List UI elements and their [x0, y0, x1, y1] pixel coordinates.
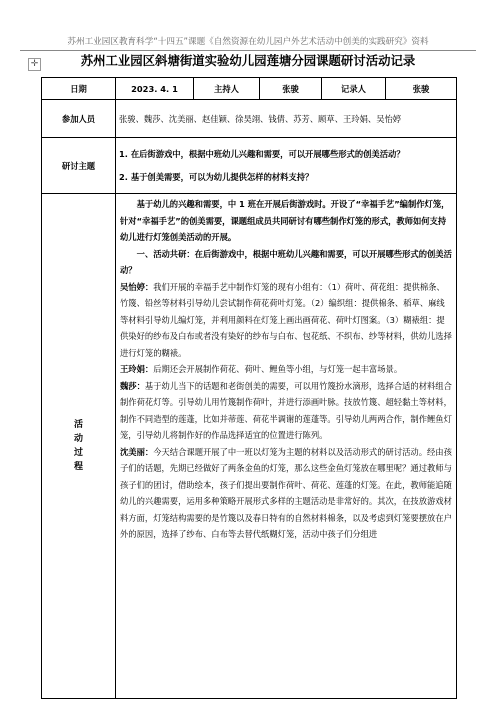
table-row-participants [42, 100, 457, 138]
table-row-date [42, 78, 457, 100]
date-value: 2023. 4. 1 [116, 78, 194, 100]
process-intro: 基于幼儿的兴趣和需要，中 1 班在开展后街游戏时。开设了“幸福手艺”编制作灯笼，针对“幸福手艺”的创美需要，课题组成员共同研讨有哪些制作灯笼的形式，教师如何支持幼儿进行灯笼创美活动的开展。 [120, 199, 450, 242]
topic-item: 1. 在后街游戏中，根据中班幼儿兴趣和需要，可以开展哪些形式的创美活动？ [119, 148, 405, 159]
topic-label: 研讨主题 [42, 138, 116, 194]
speaker-name: 沈美丽： [120, 446, 154, 457]
process-label-char: 过 [73, 448, 83, 458]
host-label: 主持人 [194, 78, 260, 100]
speaker-text: 基于幼儿当下的话题和老街创美的需要，可以用竹篾扮水滴形，选择合适的材料组合制作荷花灯等。引导幼儿用竹篾制作荷叶，并进行添画叶脉。技放竹篾、超轻黏土等材料，制作不同造型的莲蓬，比如并蒂莲、荷花半调谢的莲蓬等。引导幼儿两两合作，制作鲤鱼灯笼，引导幼儿将制作好的作品选择适宜的位置进行陈列。 [120, 380, 452, 440]
participants-value: 张骏、魏莎、沈美丽、赵佳颖、徐昊翊、钱倩、苏芳、顾草、王玲娟、吴怡婷 [116, 100, 457, 138]
speaker-text: 我们开展的幸福手艺中制作灯笼的现有小组有：（1）荷叶、荷花组：提供棉条、竹篾、铅丝等材料引导幼儿尝试制作荷花荷叶灯笼。（2）编织组：提供棉条、稻草、麻线等材料引导幼儿编灯笼，并利用颜料在灯笼上画出画荷花、荷叶灯图案。（3）糊裱组：提供染好的纱布及白布或者没有染好的纱布与白布、包花纸、不织布、纱等材料，供幼儿选择进行灯笼的糊裱。 [120, 281, 452, 358]
host-value: 张骏 [260, 78, 322, 100]
recorder-label: 记录人 [322, 78, 386, 100]
participants-label: 参加人员 [42, 100, 116, 138]
recorder-value: 张骏 [386, 78, 457, 100]
document-header: 苏州工业园区教育科学“十四五”课题《自然资源在幼儿园户外艺术活动中创美的实践研究》资料 [67, 37, 429, 47]
speaker-name: 吴怡婷： [120, 281, 154, 292]
move-handle-icon[interactable]: ✛ [28, 58, 41, 71]
speaker-paragraph [120, 378, 452, 444]
record-table [41, 77, 457, 699]
process-label-char: 程 [73, 462, 83, 472]
speaker-name: 王玲娟： [120, 364, 154, 374]
page-title: 苏州工业园区斜塘街道实验幼儿园莲塘分园课题研讨活动记录 [80, 53, 416, 68]
topic-content [116, 138, 457, 194]
process-label-char: 动 [73, 434, 83, 444]
table-row-process [42, 194, 457, 699]
speaker-text: 后期还会开展制作荷花、荷叶、鲤鱼等小组，与灯笼一起丰富场景。 [153, 364, 403, 374]
date-label: 日期 [42, 78, 116, 100]
topic-item: 2. 基于创美需要，可以为幼儿提供怎样的材料支持？ [119, 171, 314, 182]
process-section-heading: 一、活动共研：在后街游戏中，根据中班幼儿兴趣和需要，可以开展哪些形式的创美活动？ [120, 248, 452, 275]
process-content [116, 194, 457, 699]
speaker-paragraph [120, 279, 452, 362]
speaker-name: 魏莎： [120, 380, 145, 391]
process-label-char: 活 [73, 420, 83, 430]
speaker-paragraph [120, 361, 452, 378]
table-row-topic [42, 138, 457, 194]
speaker-text: 今天结合课题开展了中一班以灯笼为主题的材料以及活动形式的研讨活动。经由孩子们的话题，先期已经做好了两条金鱼的灯笼，那么这些金鱼灯笼放在哪里呢？通过教师与孩子们的团讨，借助绘本，孩子们提出要制作荷叶、荷花、莲蓬的灯笼。在此，教师能追随幼儿的兴趣需要，运用多种策略开展形式多样的主题活动是非常好的。其次，在技放游戏材料方面，灯笼结构需要的是竹篾以及春日特有的自然材料棉条，以及考虑到灯笼要摆放在户外的原因，选择了纱布、白布等去替代纸糊灯笼，活动中孩子们分组进 [120, 446, 452, 539]
process-label [42, 194, 116, 699]
speaker-paragraph [120, 444, 452, 543]
